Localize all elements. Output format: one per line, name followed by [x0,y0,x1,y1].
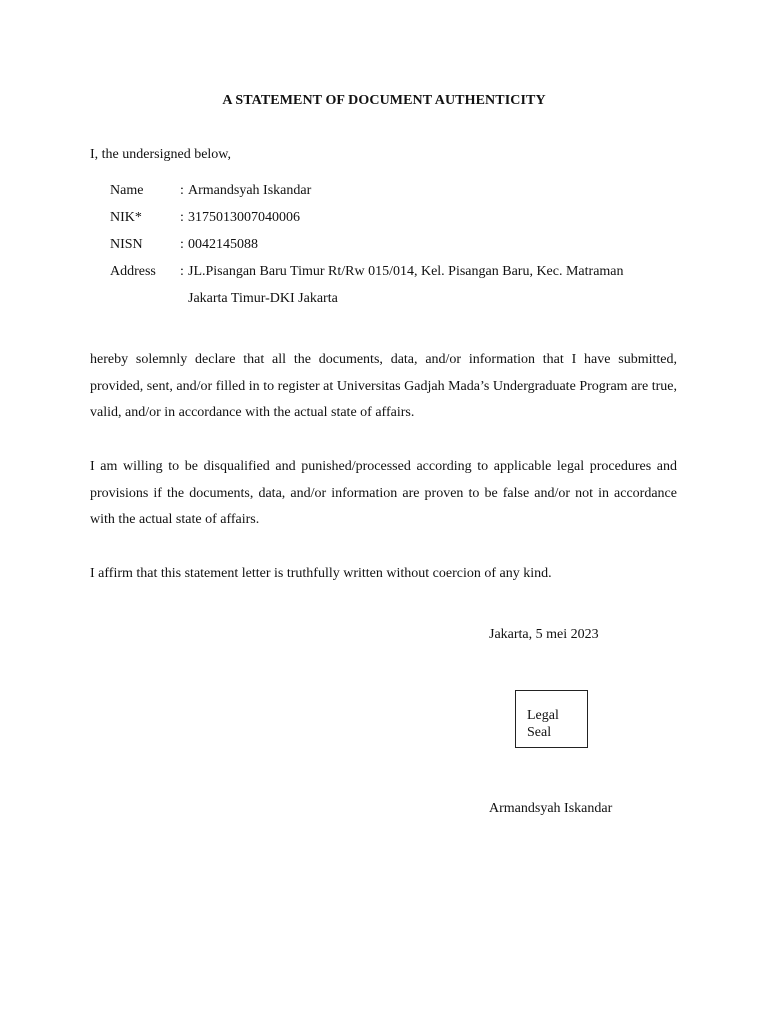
identity-value-address-line2: Jakarta Timur-DKI Jakarta [188,291,338,306]
identity-table [110,181,680,316]
document-title: A STATEMENT OF DOCUMENT AUTHENTICITY [222,93,546,108]
identity-label: Name [110,183,144,198]
identity-row-address [110,262,680,289]
legal-seal-box [515,690,588,748]
identity-label: NISN [110,237,143,252]
identity-label: Address [110,264,156,279]
identity-value-name: Armandsyah Iskandar [188,183,312,198]
colon-separator: : [180,210,184,225]
consequence-paragraph: I am willing to be disqualified and punished/processed according to applicable legal procedures and provisions if the documents, data, and/or information are proven to be false and/or not in accordance with the actual state of affairs. [90,459,677,528]
identity-value-nisn: 0042145088 [188,237,258,252]
declaration-paragraph: hereby solemnly declare that all the documents, data, and/or information that I have submitted, provided, sent, and/or filled in to register at Universitas Gadjah Mada’s Undergraduate Program are true, valid, and/or in accordance with the actual state of affairs. [90,352,677,421]
identity-row-address-continuation [110,289,680,316]
intro-text: I, the undersigned below, [90,147,231,162]
seal-line-1: Legal [527,708,559,723]
colon-separator: : [180,237,184,252]
legal-seal-label [527,707,559,741]
colon-separator: : [180,183,184,198]
affirmation-paragraph: I affirm that this statement letter is truthfully written without coercion of any kind. [90,566,552,581]
identity-label: NIK* [110,210,142,225]
colon-separator: : [180,264,184,279]
identity-value-nik: 3175013007040006 [188,210,300,225]
place-date: Jakarta, 5 mei 2023 [489,627,599,642]
identity-row-name [110,181,680,208]
signatory-name: Armandsyah Iskandar [489,801,613,816]
identity-row-nisn [110,235,680,262]
identity-value-address: JL.Pisangan Baru Timur Rt/Rw 015/014, Kel. Pisangan Baru, Kec. Matraman [188,264,624,279]
identity-row-nik [110,208,680,235]
seal-line-2: Seal [527,725,552,740]
